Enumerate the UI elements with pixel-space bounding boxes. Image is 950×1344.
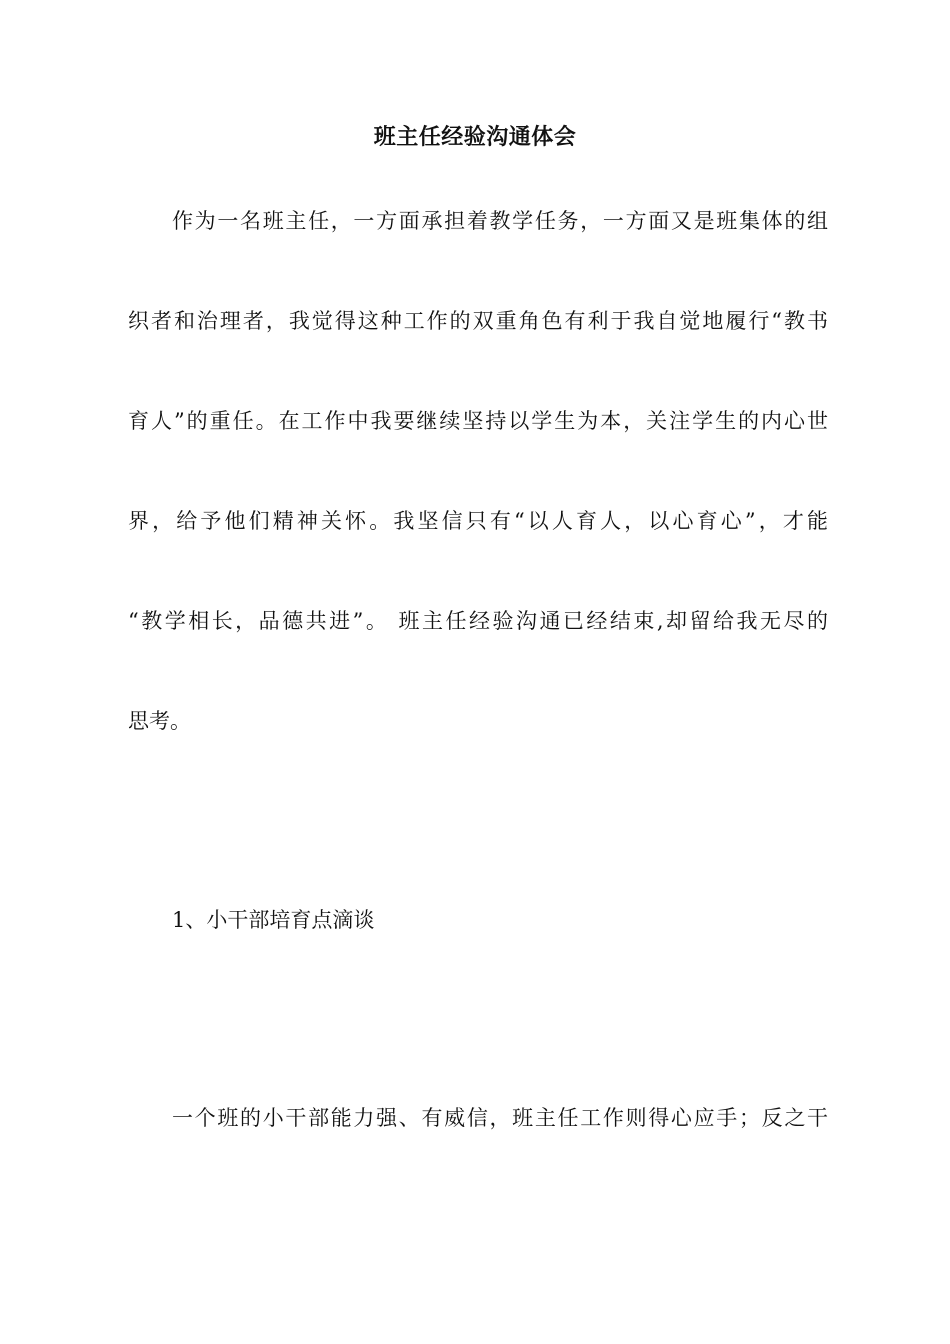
paragraph-intro [128,171,828,771]
paragraph-line: 作为一名班主任，一方面承担着教学任务，一方面又是班集体的组 [172,209,828,233]
document-title: 班主任经验沟通体会 [373,125,577,150]
paragraph-line: 界，给予他们精神关怀。我坚信只有“以人育人，以心育心”，才能 [128,509,828,533]
paragraph-line: “教学相长，品德共进”。 班主任经验沟通已经结束,却留给我无尽的 [128,609,828,633]
paragraph-line: 织者和治理者，我觉得这种工作的双重角色有利于我自觉地履行“教书 [128,309,828,333]
paragraph-line: 一个班的小干部能力强、有威信，班主任工作则得心应手；反之干 [172,1106,828,1130]
paragraph-cadre [128,1068,828,1168]
paragraph-line: 育人”的重任。在工作中我要继续坚持以学生为本，关注学生的内心世 [128,409,828,433]
paragraph-line: 思考。 [128,709,191,733]
section-heading: 1、小干部培育点滴谈 [172,908,375,932]
